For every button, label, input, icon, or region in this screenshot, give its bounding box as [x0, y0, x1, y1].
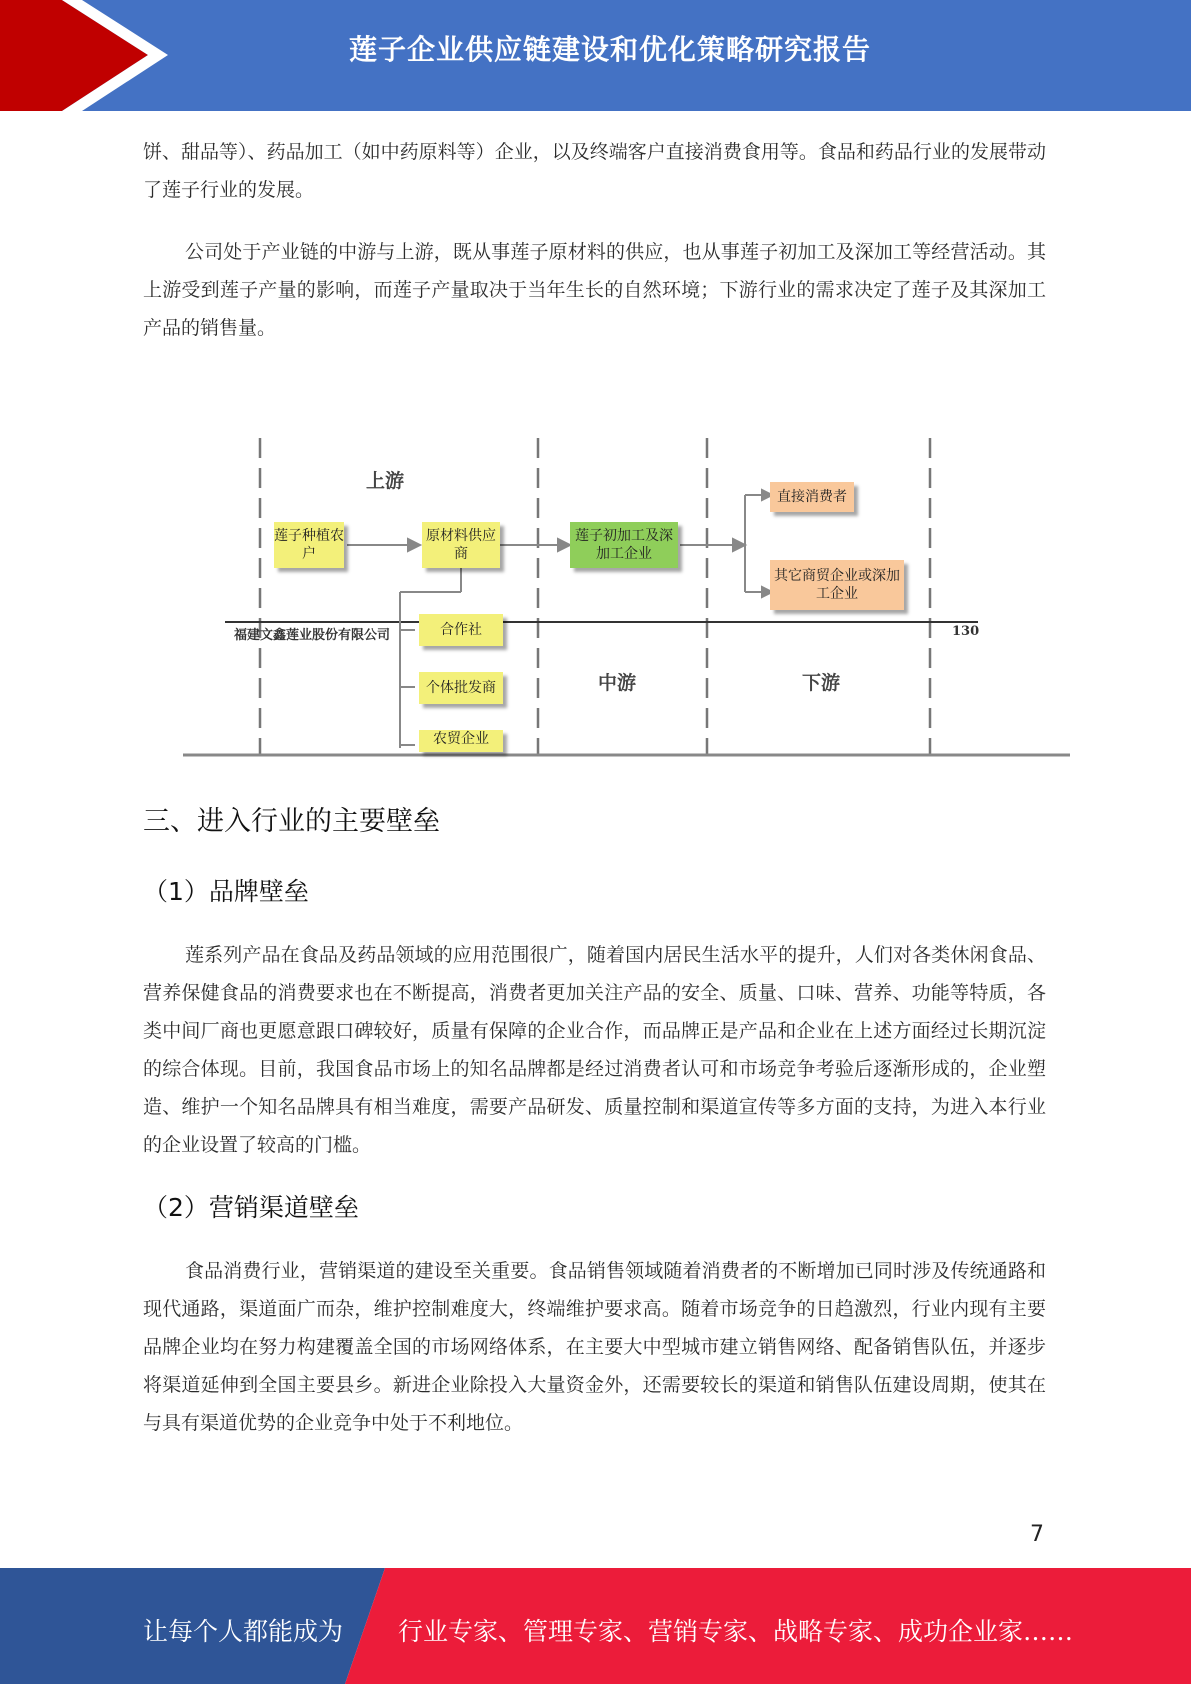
supplier-box: 原材料供应商	[422, 522, 500, 568]
intro-paragraph-1: 饼、甜品等）、药品加工（如中药原料等）企业，以及终端客户直接消费食用等。食品和药品行业的发展带动了莲子行业的发展。	[143, 141, 1046, 201]
midstream-label: 中游	[598, 672, 637, 694]
intro-paragraph-2: 公司处于产业链的中游与上游，既从事莲子原材料的供应，也从事莲子初加工及深加工等经营活动。其上游受到莲子产量的影响，而莲子产量取决于当年生长的自然环境；下游行业的需求决定了莲子及其深加工产品的销售量。	[143, 241, 1046, 339]
processing-box: 莲子初加工及深加工企业	[570, 522, 678, 568]
report-title: 莲子企业供应链建设和优化策略研究报告	[348, 33, 871, 66]
supply-chain-diagram	[170, 430, 1080, 770]
wholesaler-box: 个体批发商	[419, 672, 503, 704]
footer-slogan-right: 行业专家、管理专家、营销专家、战略专家、成功企业家……	[398, 1617, 1074, 1646]
subsection-heading-channel: （2）营销渠道壁垒	[143, 1193, 359, 1222]
diagram-page-note: 130	[952, 624, 980, 639]
downstream-label: 下游	[802, 672, 841, 694]
section-heading: 三、进入行业的主要壁垒	[143, 806, 440, 837]
brand-barrier-paragraph: 莲系列产品在食品及药品领域的应用范围很广，随着国内居民生活水平的提升，人们对各类休闲食品、营养保健食品的消费要求也在不断提高，消费者更加关注产品的安全、质量、口味、营养、功能等特质，各类中间厂商也更愿意跟口碑较好，质量有保障的企业合作，而品牌正是产品和企业在上述方面经过长期沉淀的综合体现。目前，我国食品市场上的知名品牌都是经过消费者认可和市场竞争考验后逐渐形成的，企业塑造、维护一个知名品牌具有相当难度，需要产品研发、质量控制和渠道宣传等多方面的支持，为进入本行业的企业设置了较高的门槛。	[143, 944, 1046, 1156]
agri-box: 农贸企业	[419, 730, 503, 752]
company-note: 福建文鑫莲业股份有限公司	[234, 628, 391, 643]
upstream-label: 上游	[366, 470, 405, 492]
coop-box: 合作社	[419, 614, 503, 646]
channel-barrier-paragraph: 食品消费行业，营销渠道的建设至关重要。食品销售领域随着消费者的不断增加已同时涉及传统通路和现代通路，渠道面广而杂，维护控制难度大，终端维护要求高。随着市场竞争的日趋激烈，行业内现有主要品牌企业均在努力构建覆盖全国的市场网络体系，在主要大中型城市建立销售网络、配备销售队伍，并逐步将渠道延伸到全国主要县乡。新进企业除投入大量资金外，还需要较长的渠道和销售队伍建设周期，使其在与具有渠道优势的企业竞争中处于不利地位。	[143, 1260, 1046, 1434]
page-number: 7	[1030, 1522, 1044, 1547]
page-header	[0, 0, 1191, 111]
page-footer	[0, 1568, 1191, 1684]
subsection-heading-brand: （1）品牌壁垒	[143, 877, 309, 906]
farmer-box: 莲子种植农户	[274, 522, 344, 568]
diagram-lines	[170, 430, 1080, 770]
direct-consumer-box: 直接消费者	[770, 482, 854, 512]
other-trade-box: 其它商贸企业或深加工企业	[770, 560, 904, 610]
footer-slogan-left: 让每个人都能成为	[143, 1617, 344, 1646]
